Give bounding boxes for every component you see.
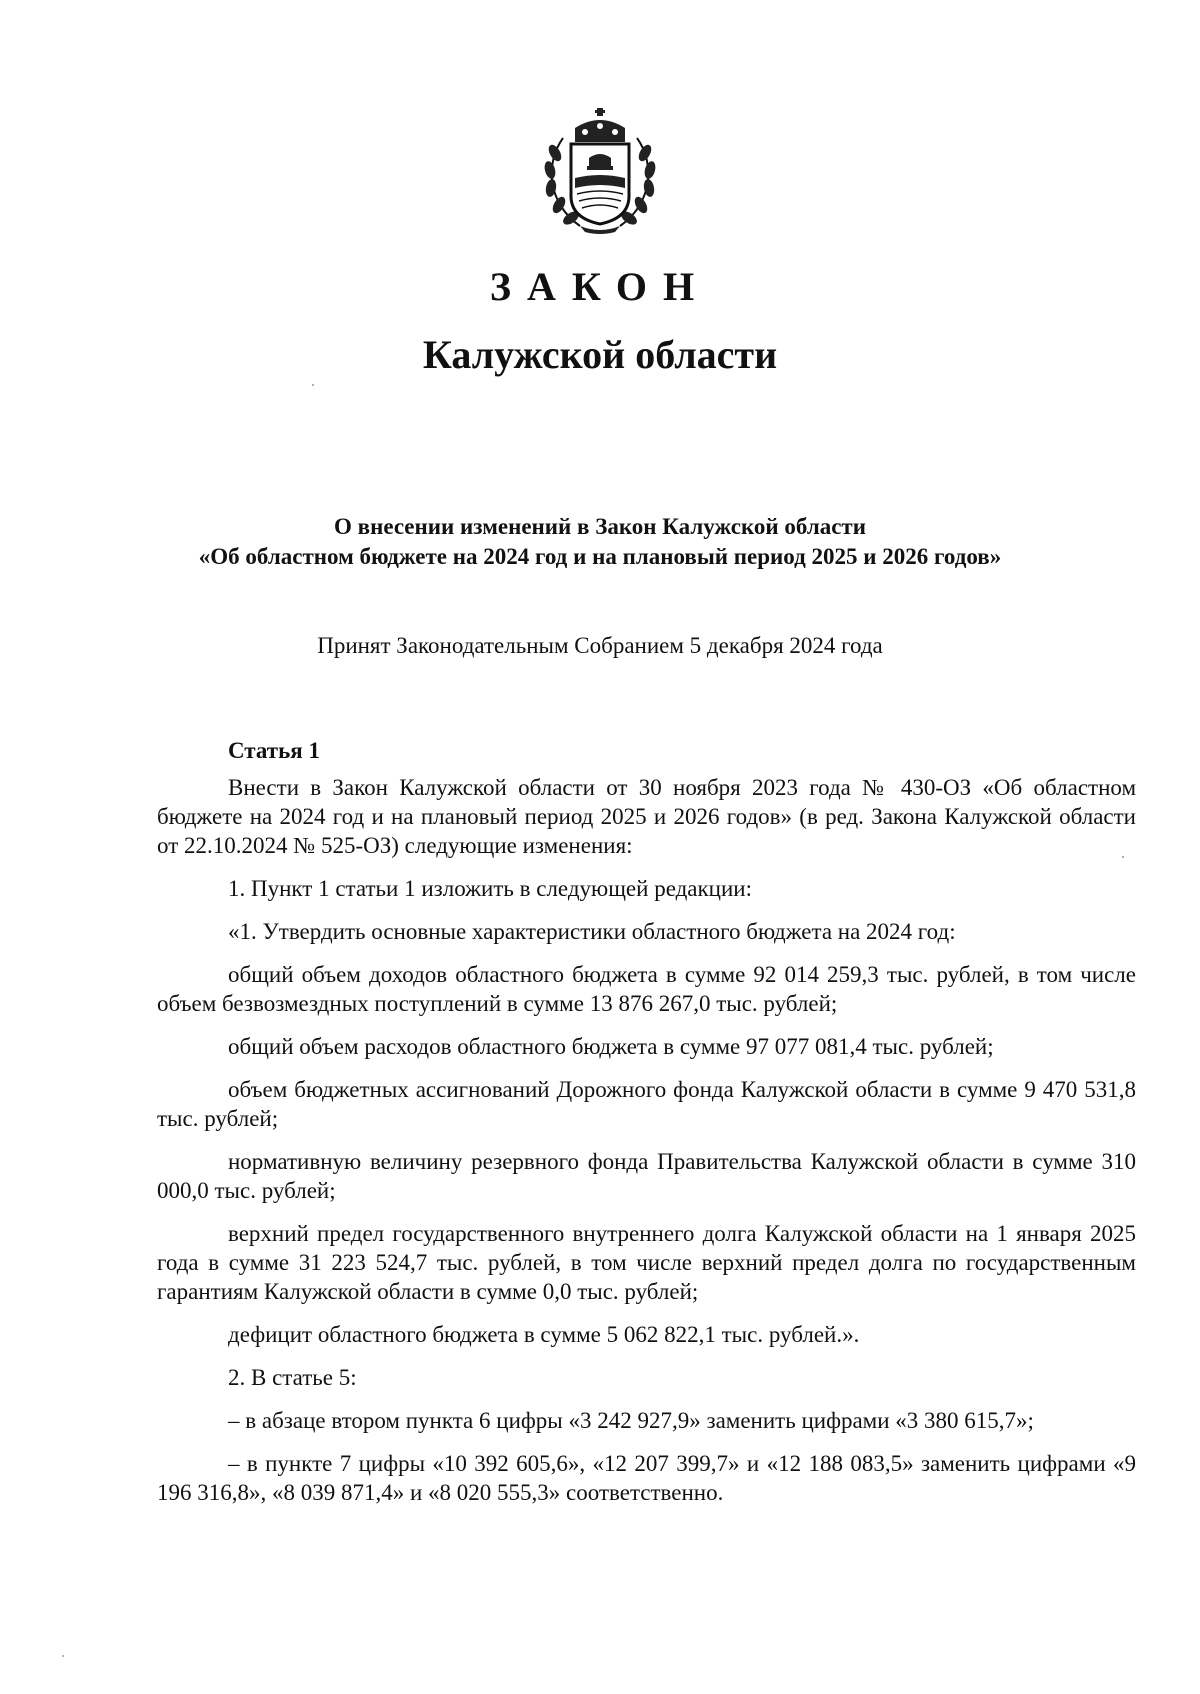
paragraph-revenue: общий объем доходов областного бюджета в сумме 92 014 259,3 тыс. рублей, в том числе объем безвозмездных поступлений в сумме 13 876 267,0 тыс. рублей; [157, 962, 1136, 1016]
scan-speck [1122, 856, 1124, 858]
law-title: ЗАКОН [489, 264, 711, 309]
paragraph-reserve-fund: нормативную величину резервного фонда Правительства Калужской области в сумме 310 000,0 тыс. рублей; [157, 1149, 1136, 1203]
kaluga-coat-of-arms-icon [535, 108, 665, 236]
paragraph-deficit: дефицит областного бюджета в сумме 5 062 822,1 тыс. рублей.». [228, 1322, 860, 1347]
paragraph-item-2: 2. В статье 5: [228, 1365, 357, 1390]
paragraph-intro: Внести в Закон Калужской области от 30 ноября 2023 года № 430-ОЗ «Об областном бюджете на 2024 год и на плановый период 2025 и 2026 годов» (в ред. Закона Калужской области от 22.10.2024 № 525-ОЗ) следующие изменения: [157, 775, 1136, 858]
paragraph-item-1: 1. Пункт 1 статьи 1 изложить в следующей редакции: [228, 876, 753, 901]
heading-line-1: О внесении изменений в Закон Калужской области [334, 514, 866, 539]
paragraph-item-2-b: – в пункте 7 цифры «10 392 605,6», «12 207 399,7» и «12 188 083,5» заменить цифрами «9 196 316,8», «8 039 871,4» и «8 020 555,3» соответственно. [157, 1451, 1136, 1505]
scan-speck [62, 1655, 64, 1657]
paragraph-expenses: общий объем расходов областного бюджета в сумме 97 077 081,4 тыс. рублей; [228, 1034, 994, 1059]
paragraph-item-2-a: – в абзаце втором пункта 6 цифры «3 242 927,9» заменить цифрами «3 380 615,7»; [228, 1408, 1034, 1433]
paragraph-debt: верхний предел государственного внутреннего долга Калужской области на 1 января 2025 года в сумме 31 223 524,7 тыс. рублей, в том числе верхний предел долга по государственным гарантиям Калужской области в сумме 0,0 тыс. рублей; [157, 1221, 1136, 1304]
paragraph-quote-start: «1. Утвердить основные характеристики областного бюджета на 2024 год: [228, 919, 956, 944]
heading-line-2: «Об областном бюджете на 2024 год и на плановый период 2025 и 2026 годов» [198, 544, 1002, 569]
adoption-note: Принят Законодательным Собранием 5 декабря 2024 года [317, 633, 883, 658]
paragraph-road-fund: объем бюджетных ассигнований Дорожного фонда Калужской области в сумме 9 470 531,8 тыс. рублей; [157, 1077, 1136, 1131]
law-region: Калужской области [422, 332, 778, 377]
document-body [157, 736, 1136, 1521]
law-subject-heading [150, 512, 1050, 572]
article-title: Статья 1 [228, 738, 320, 763]
scan-speck [312, 384, 314, 386]
